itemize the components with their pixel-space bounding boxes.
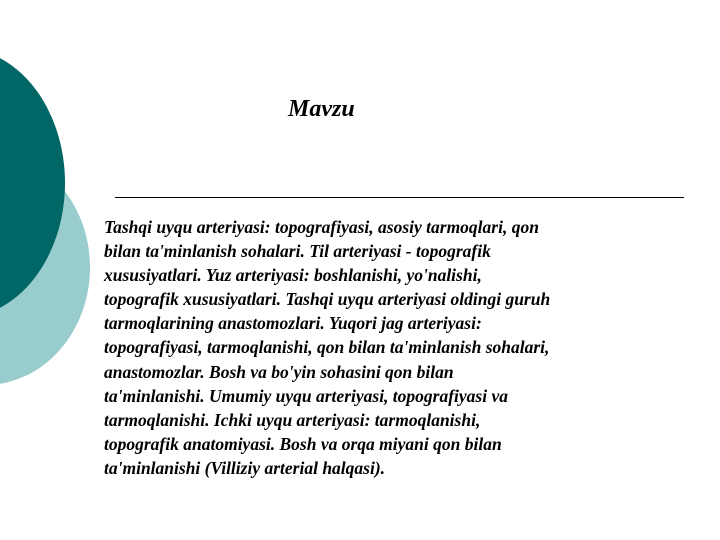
body-line: tarmoqlanishi. Ichki uyqu arteriyasi: tarmoqlanishi,: [104, 409, 481, 430]
body-line: ta'minlanishi. Umumiy uyqu arteriyasi, topografiyasi va: [104, 385, 508, 406]
body-line: bilan ta'minlanish sohalari. Til arteriyasi - topografik: [104, 241, 491, 262]
slide-body-text: [104, 215, 704, 480]
body-line: xususiyatlari. Yuz arteriyasi: boshlanishi, yo'nalishi,: [104, 265, 482, 286]
title-divider: [115, 197, 684, 198]
slide-title: Mavzu: [288, 96, 355, 122]
body-line: ta'minlanishi (Villiziy arterial halqasi).: [104, 457, 386, 478]
body-line: topografik xususiyatlari. Tashqi uyqu arteriyasi oldingi guruh: [104, 289, 551, 310]
body-line: topografik anatomiyasi. Bosh va orqa miyani qon bilan: [104, 433, 502, 454]
body-line: tarmoqlarining anastomozlari. Yuqori jag arteriyasi:: [104, 313, 482, 334]
body-line: Tashqi uyqu arteriyasi: topografiyasi, asosiy tarmoqlari, qon: [104, 217, 539, 237]
body-line: anastomozlar. Bosh va bo'yin sohasini qon bilan: [104, 361, 454, 382]
body-line: topografiyasi, tarmoqlanishi, qon bilan ta'minlanish sohalari,: [104, 337, 550, 358]
